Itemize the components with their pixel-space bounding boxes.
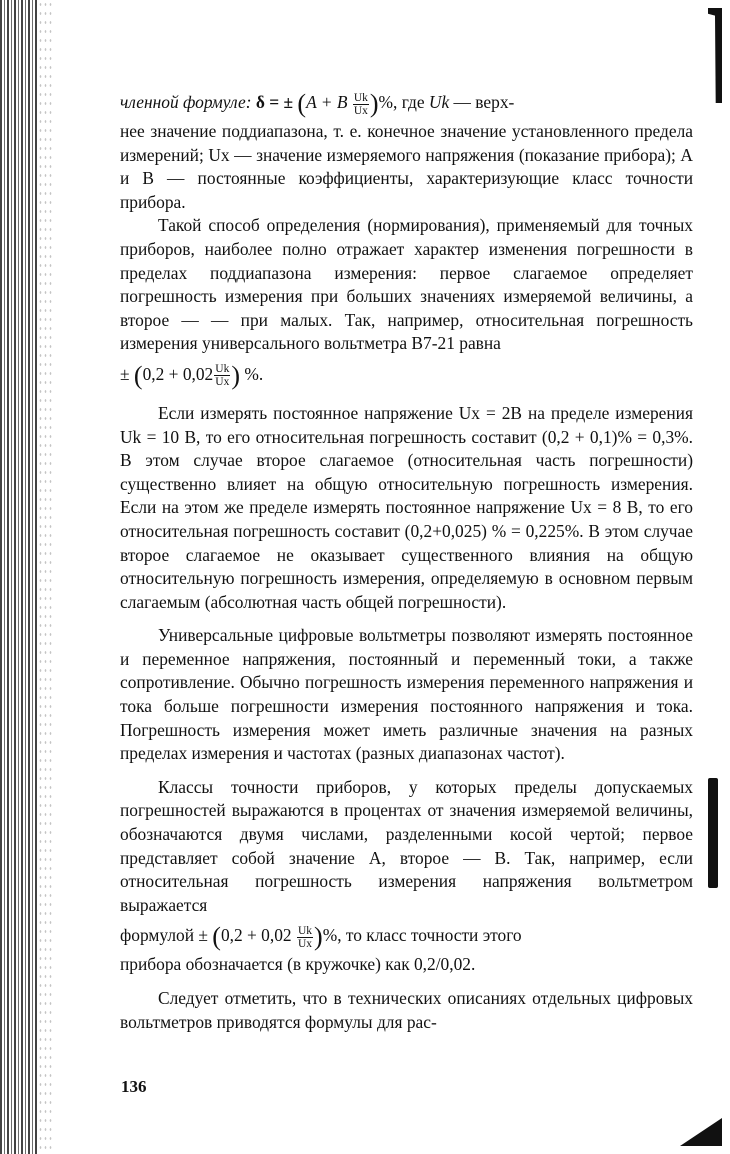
text-run: %. [240,363,264,384]
page-text [120,84,693,1034]
paren-right: ) [369,89,379,118]
paren-right: ) [314,922,323,952]
paragraph-2-formula [120,356,693,392]
page-edge-shadow-top [708,8,722,103]
paren-left: ( [212,922,221,952]
paragraph-6: Следует отметить, что в технических описаниях отдельных цифровых вольтметров приводятся формулы для рас- [120,988,693,1032]
text-run: 0,2 + 0,02 [142,363,214,384]
fraction [353,92,369,117]
paragraph-5-end: прибора обозначается (в кружочке) как 0,2/0,02. [120,954,476,975]
paren-left: ( [297,89,307,118]
text-run: — верх- [449,92,515,112]
paragraph-5: Классы точности приборов, у которых пределы допускаемых погрешностей выражаются в процентах от значения измеряемой величины, обозначаются двумя числами, разделенными косой чертой; первое представляет собой значение A, второе — B. Так, например, если относительная погрешность измерения напряжения вольтметром выражается [120,776,693,915]
paren-left: ( [133,360,143,390]
fraction-numerator: Uk [297,924,313,937]
formula-delta: δ = ± [255,92,298,112]
paragraph-1-rest: нее значение поддиапазона, т. е. конечное значение установленного предела измерений; Ux — значение измеряемого напряжения (показание прибора); A и B — постоянные коэффициенты, характеризующие класс точности прибора. [120,121,693,212]
paragraph-5-formula [120,917,693,953]
fraction-denominator: Ux [297,937,313,950]
paragraph-1-formula-line [120,84,693,120]
text-run: ± [120,363,134,384]
page-edge-shadow-bottom [680,1118,722,1146]
fraction-denominator: Ux [215,376,230,389]
paragraph-3: Если измерять постоянное напряжение Ux = 2В на пределе измерения Uk = 10 В, то его относительная погрешность составит (0,2 + 0,1)% = 0,3%. В этом случае второе слагаемое (относительная часть погрешности) существенно влияет на общую относительную погрешность измерения. Если на этом же пределе измерять постоянное напряжение Ux = 8 В, то его относительная погрешность составит (0,2+0,025) % = 0,225%. В этом случае второе слагаемое не оказывает существенного влияния на общую относительную погрешность измерения, определяемую в основном первым слагаемым (абсолютная часть общей погрешности). [120,402,693,612]
fraction-numerator: Uk [353,91,368,104]
page-edge-shadow-middle [708,778,718,888]
fraction-denominator: Ux [353,104,368,117]
text-run: членной формуле: [120,92,256,112]
text-run: формулой ± [120,925,213,946]
paragraph-4: Универсальные цифровые вольтметры позволяют измерять постоянное и переменное напряжения, постоянный и переменный токи, а также сопротивление. Обычно погрешность измерения переменного напряжения и тока больше погрешности измерения постоянного напряжения и тока. Погрешность измерения может иметь различные значения на разных пределах измерения и частотах (разных диапазонах частот). [120,625,693,764]
text-run: %, где [378,92,429,112]
scan-noise [38,0,52,1154]
page-number: 136 [121,1077,147,1096]
paragraph-2: Такой способ определения (нормирования), применяемый для точных приборов, наиболее полно отражает характер изменения погрешности в пределах поддиапазона измерения: первое слагаемое определяет погрешность измерения при больших значениях измеряемой величины, а второе — — при малых. Так, например, относительная погрешность измерения универсального вольтметра В7-21 равна [120,215,693,354]
book-binding-edge [0,0,38,1154]
text-run: 0,2 + 0,02 [220,925,296,946]
variable-uk: Uk [428,92,450,112]
text-run: %, то класс точности этого [322,925,522,946]
paren-right: ) [231,360,240,390]
fraction [214,363,230,388]
formula-A-B: A + B [306,92,352,112]
fraction-numerator: Uk [215,363,230,376]
fraction [297,925,313,950]
